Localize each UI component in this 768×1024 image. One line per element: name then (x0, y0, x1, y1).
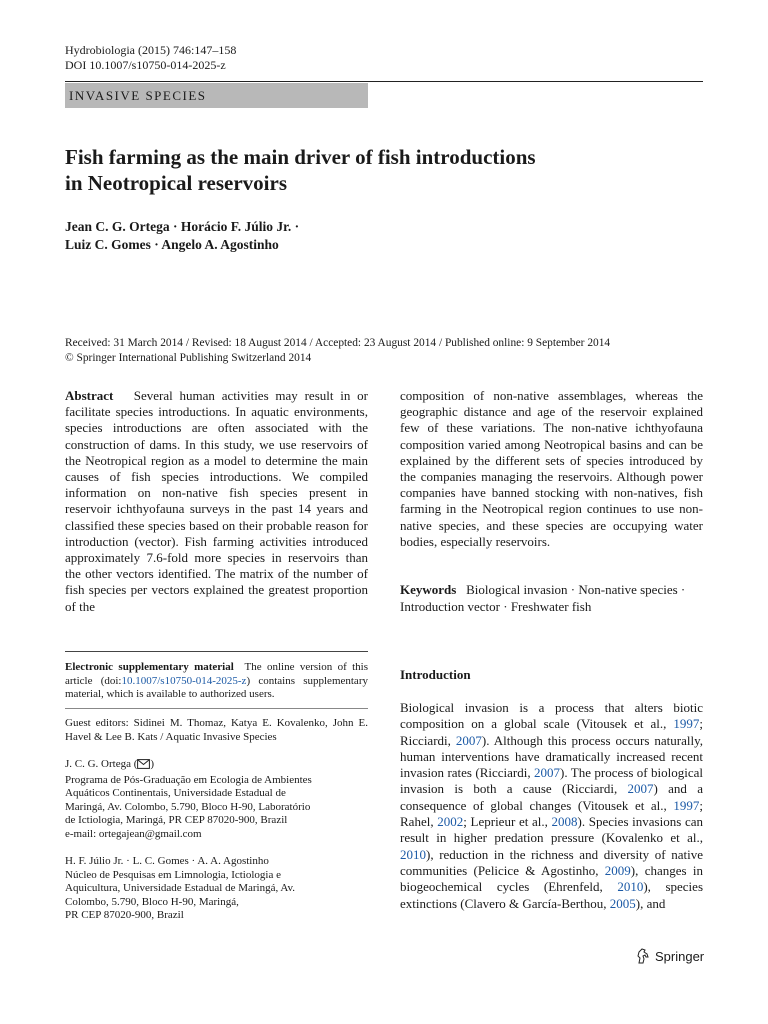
aff2-line-3: Colombo, 5.790, Bloco H-90, Maringá, (65, 895, 239, 908)
citation-link[interactable]: 2002 (437, 814, 464, 830)
introduction-heading: Introduction (400, 667, 471, 682)
citation-link[interactable]: 2010 (400, 846, 426, 862)
authors-line-1: Jean C. G. Ortega · Horácio F. Júlio Jr. · (65, 219, 300, 234)
aff1-line-4: de Ictiologia, Maringá, PR CEP 87020-900, Brazil (65, 814, 288, 827)
citation-link[interactable]: 2010 (617, 879, 644, 895)
supplementary-note (65, 661, 368, 702)
esm-text-a: The online version of this article (doi: (65, 661, 369, 687)
aff2-names: H. F. Júlio Jr. · L. C. Gomes · A. A. Agostinho (65, 855, 269, 867)
aff1-name: J. C. G. Ortega ( (65, 758, 138, 770)
intro-text: ), changes in biogeochemical cycles (Ehrenfeld, (400, 862, 704, 895)
citation-link[interactable]: 2005 (609, 895, 636, 911)
introduction-text (400, 700, 703, 912)
intro-text: ). The process of biological invasion is both a cause (Ricciardi, (400, 765, 703, 797)
journal-line: Hydrobiologia (2015) 746:147–158 (65, 43, 237, 57)
intro-text: Biological invasion is a process that alters biotic composition on a global scale (Vitousek et al., (400, 700, 703, 732)
citation-link[interactable]: 1997 (673, 797, 700, 813)
citation-link[interactable]: 2007 (534, 765, 561, 781)
citation-link[interactable]: 2007 (627, 781, 654, 797)
affiliation-1 (65, 758, 368, 842)
aff1-line-1: Programa de Pós-Graduação em Ecologia de Ambientes (65, 773, 312, 786)
publisher-name: Springer (655, 948, 705, 964)
abstract-left-column (65, 388, 368, 615)
article-title (65, 144, 705, 196)
aff2-line-1: Núcleo de Pesquisas em Limnologia, Ictiologia e (65, 868, 281, 881)
author-list (65, 218, 705, 254)
esm-text-b: ) contains supplementary material, which is available to authorized users. (65, 674, 368, 701)
citation-link[interactable]: 2007 (455, 732, 482, 748)
title-line-1: Fish farming as the main driver of fish introductions (65, 145, 536, 169)
guest-editors-note: Guest editors: Sidinei M. Thomaz, Katya E. Kovalenko, John E. Havel & Lee B. Kats / Aquatic Invasive Species (65, 717, 368, 743)
authors-line-2: Luiz C. Gomes · Angelo A. Agostinho (65, 237, 279, 252)
intro-text: ). Although this process occurs naturally, human interventions have dramatically increased recent invasion rates (Ricciardi, (400, 732, 703, 781)
intro-text: ) and a consequence of global changes (Vitousek et al., (400, 781, 703, 813)
keywords-text: Biological invasion · Non-native species · Introduction vector · Freshwater fish (400, 582, 686, 614)
esm-doi-link[interactable]: 10.1007/s10750-014-2025-z (121, 674, 247, 687)
intro-text: ), reduction in the richness and diversity of native communities (Pelicice & Agostinho, (400, 846, 703, 878)
envelope-icon (137, 759, 150, 774)
publisher-mark (636, 948, 704, 964)
intro-text: ), species extinctions (Clavero & García-Berthou, (400, 879, 703, 911)
citation-link[interactable]: 2009 (604, 862, 631, 878)
aff1-email[interactable]: e-mail: ortegajean@gmail.com (65, 827, 202, 840)
dates-line: Received: 31 March 2014 / Revised: 18 August 2014 / Accepted: 23 August 2014 / Published online: 9 September 2014 (65, 337, 611, 349)
intro-text: ; Rahel, (400, 797, 703, 830)
esm-heading: Electronic supplementary material (65, 661, 234, 673)
section-label: INVASIVE SPECIES (65, 83, 368, 108)
abstract-right-column (400, 388, 703, 550)
citation-link[interactable]: 2008 (551, 814, 578, 830)
header-rule (65, 81, 703, 82)
aff1-line-2: Aquáticos Continentais, Universidade Estadual de (65, 787, 286, 800)
aff1-line-3: Maringá, Av. Colombo, 5.790, Bloco H-90, Laboratório (65, 800, 311, 813)
intro-text: ). Species invasions can result in higher predation pressure (Kovalenko et al., (400, 814, 703, 846)
footnote-rule (65, 651, 368, 652)
affiliation-2 (65, 855, 368, 923)
keywords-heading: Keywords (400, 582, 457, 597)
aff2-line-4: PR CEP 87020-900, Brazil (65, 909, 184, 922)
publication-dates (65, 336, 715, 366)
abstract-text-right: composition of non-native assemblages, whereas the geographic distance and age of the reservoir explained few of these variations. The non-native ichthyofauna composition varied among Neotropical basins and can be explained by the different sets of species introduced by the companies managing the reservoirs. Although power companies have banned stocking with non-natives, fish farming in the Neotropical region continues to use non-native species, and these species are occupying water bodies, especially reservoirs. (400, 388, 703, 549)
intro-text: ; Leprieur et al., (463, 814, 552, 830)
abstract-text-left: Several human activities may result in or facilitate species introductions. In aquatic environments, species introductions are often associated with the construction of dams. In this study, we use reservoirs of the Neotropical region as a model to determine the main causes of fish species introductions. We compiled information on non-native fish species present in reservoir ichthyofauna surveys in the past 14 years and classified these species based on their probable reason for introduction (vector). Fish farming activities introduced approximately 7.6-fold more species in reservoirs than the other vectors identified. The matrix of the number of fish species per vectors explained the greatest proportion of the (65, 388, 369, 614)
title-line-2: in Neotropical reservoirs (65, 171, 288, 195)
aff2-line-2: Aquicultura, Universidade Estadual de Maringá, Av. (65, 882, 296, 895)
intro-text: ), and (635, 895, 666, 911)
keywords (400, 581, 703, 615)
footnote-rule-2 (65, 708, 368, 709)
citation-link[interactable]: 1997 (673, 716, 700, 732)
copyright-line: © Springer International Publishing Switzerland 2014 (65, 352, 312, 364)
aff1-name-end: ) (150, 758, 155, 770)
abstract-heading: Abstract (65, 388, 114, 403)
intro-text: ; Ricciardi, (400, 716, 703, 748)
springer-horse-icon (636, 948, 650, 964)
journal-citation (65, 43, 236, 73)
doi-line: DOI 10.1007/s10750-014-2025-z (65, 58, 226, 72)
